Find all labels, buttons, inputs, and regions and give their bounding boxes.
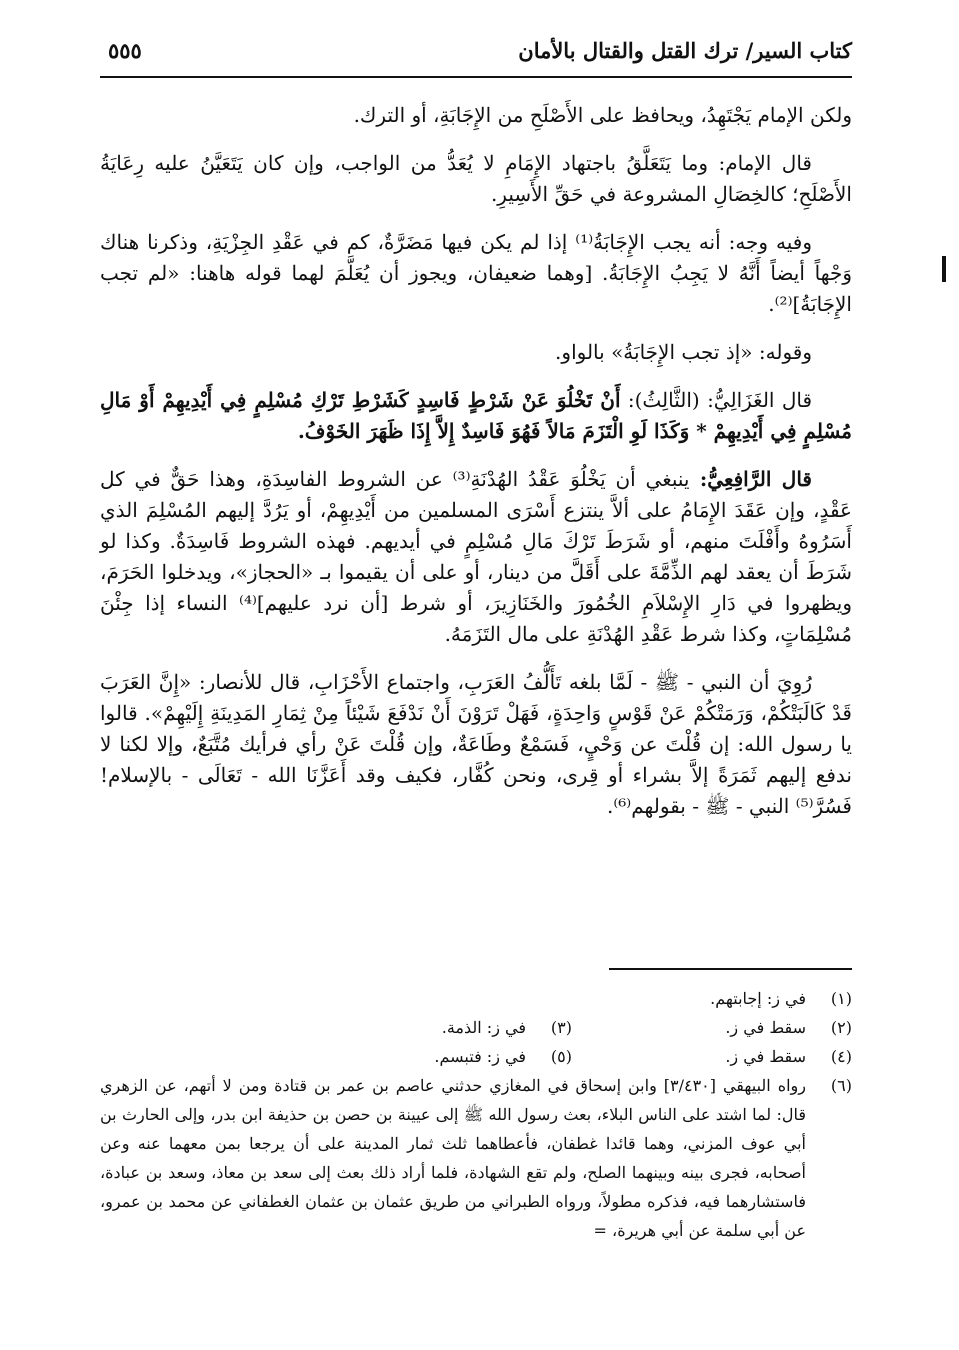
footnote-4 (572, 1042, 852, 1071)
paragraph-1: ولكن الإمام يَجْتَهِدُ، ويحافظ على الأَصْلَحِ من الإِجَابَةِ، أو الترك. (353, 103, 852, 127)
footnote-rule (609, 968, 852, 970)
ghazali-lead: قال الغَزَالِيُّ: (الثَّالِثُ): (620, 388, 812, 412)
footnote-2 (572, 1013, 852, 1042)
footnote-text: في ز: فتبسم. (434, 1047, 526, 1066)
paragraph-2: قال الإمام: وما يَتَعَلَّقُ باجتهاد الإِمَامِ لا يُعَدُّ من الواجب، وإن كان يَتَعَيَّنُ عليه رِعَايَةُ الأَصْلَحِ؛ كالخِصَالِ المشروعة في حَقِّ الأَسِيرِ. (100, 151, 852, 206)
footnote-number: (١) (830, 989, 852, 1008)
footnote-number: (٣) (550, 1018, 572, 1037)
margin-mark (942, 256, 946, 282)
footnote-number: (٥) (550, 1047, 572, 1066)
footnote-text: في ز: الذمة. (441, 1018, 526, 1037)
footnote-number: (٤) (830, 1047, 852, 1066)
main-text (100, 100, 852, 839)
header-rule (100, 76, 852, 78)
paragraph-5 (100, 385, 852, 447)
page-header (100, 30, 852, 78)
footnote-5 (312, 1042, 572, 1071)
paragraph-3: وفيه وجه: أنه يجب الإِجَابَةُ⁽¹⁾ إذا لم يكن فيها مَضَرَّةٌ، كم في عَقْدِ الجِزْيَةِ، وذكرنا هناك وَجْهاً أيضاً أَنَّهُ لا يَجِبُ الإِجَابَةُ. [وهما ضعيفان، ويجوز أن يُعَلَّمَ لهما قوله هاهنا: «لم تجب الإِجَابَةُ]⁽²⁾. (100, 230, 852, 316)
footnote-text: في ز: إجابتهم. (710, 989, 806, 1008)
footnote-row-2-3 (100, 1013, 852, 1042)
footnote-number: (٦) (830, 1076, 852, 1095)
rafii-lead: قال الرَّافِعِيُّ: (689, 467, 812, 491)
footnotes (100, 984, 852, 1245)
footnote-1 (100, 984, 852, 1013)
paragraph-4: وقوله: «إذ تجب الإِجَابَةُ» بالواو. (555, 340, 812, 364)
footnote-text: سقط في ز. (725, 1018, 806, 1037)
paragraph-6 (100, 464, 852, 650)
paragraph-7: رُوِيَ أن النبي - ﷺ - لَمَّا بلغه تَأَلُّفُ العَرَبِ، واجتماع الأَحْزَابِ، قال للأنصار: «إِنَّ العَرَبَ قَدْ كَالَبَتْكُمْ، وَرَمَتْكُمْ عَنْ قَوْسٍ وَاحِدَةٍ، فَهَلْ تَرَوْنَ أَنْ نَدْفَعَ شَيْئاً مِنْ ثِمَارِ المَدِينَةِ إِلَيْهِمْ». قالوا يا رسول الله: إن قُلْتَ عن وَحْيٍ، فَسَمْعٌ وطَاعَةٌ، وإن قُلْتَ عَنْ رأي فرأيك مُتَّبَعٌ، وإلا لكنا لا ندفع إليهم ثَمَرَةً إلاَّ بشراء أو قِرى، ونحن كُفَّار، فكيف وقد أَعَزَّنَا الله - تَعَالَى - بالإسلام! فَسُرَّ⁽⁵⁾ النبي - ﷺ - بقولهم⁽⁶⁾. (100, 670, 852, 818)
footnote-3 (312, 1013, 572, 1042)
ghazali-text: أَنْ تَخْلُوَ عَنْ شَرْطٍ فَاسِدٍ كَشَرْطِ تَرْكِ مُسْلِمٍ فِي أَيْدِيهِمْ أَوْ مَالِ مُسْلِمٍ فِي أَيْدِيهِمْ * وَكَذَا لَوِ الْتَزَمَ مَالاً فَهُوَ فَاسِدٌ إِلاَّ إِذَا ظَهَرَ الخَوْفُ. (100, 388, 852, 443)
footnote-6 (100, 1071, 852, 1245)
footnote-text: رواه البيهقي [٣/٤٣٠] وابن إسحاق في المغازي حدثني عاصم بن عمر بن قتادة ومن لا أتهم، عن الزهري قال: لما اشتد على الناس البلاء، بعث رسول الله ﷺ إلى عيينة بن حصن بن حذيفة ابن بدر، وإلى الحارث بن أبي عوف المزني، وهما قائدا غطفان، فأعطاهما ثلث ثمار المدينة على أن يرجعا بمن معهما عنه وعن أصحابه، فجرى بينه وبينهما الصلح، ولم تقع الشهادة، فلما أراد ذلك بعث إلى سعد بن معاذ، وسعد بن عبادة، فاستشارهما فيه، فذكره مطولاً، ورواه الطبراني من طريق عثمان بن عثمان الغطفاني عن محمد بن عمرو، عن أبي سلمة عن أبي هريرة، = (100, 1076, 806, 1240)
footnote-text: سقط في ز. (725, 1047, 806, 1066)
footnote-number: (٢) (830, 1018, 852, 1037)
footnote-row-4-5 (100, 1042, 852, 1071)
rafii-text: ينبغي أن يَخْلُوَ عَقْدُ الهُدْنَةِ⁽³⁾ عن الشروط الفاسِدَةِ، وهذا حَقٌّ في كل عَقْدٍ، وإن عَقَدَ الإِمَامُ على ألاَّ ينتزع أَسْرَى المسلمين من أَيْدِيهِمْ، أو يَرُدَّ إليهم المُسْلِمَ الذي أَسَرُوهُ وأَفْلَتَ منهم، أو شَرَطَ تَرْكَ مَالِ مُسْلِمٍ في أيديهم. فهذه الشروط فَاسِدَةٌ. وكذا لو شَرَطَ أن يعقد لهم الذِّمَّةَ على أَقَلَّ من دينار، أو على أن يقيموا بـ «الحجاز»، ويدخلوا الحَرَمَ، ويظهروا في دَارِ الإِسْلاَمِ الخُمُورَ والخَنَازِيرَ، أو شرط [أن نرد عليهم]⁽⁴⁾ النساء إذا جِئْنَ مُسْلِمَاتٍ، وكذا شرط عَقْدِ الهُدْنَةِ على مال التَزَمَهُ. (100, 467, 853, 646)
running-title: كتاب السير/ ترك القتل والقتال بالأمان (518, 38, 852, 63)
page-number: ٥٥٥ (108, 38, 142, 63)
